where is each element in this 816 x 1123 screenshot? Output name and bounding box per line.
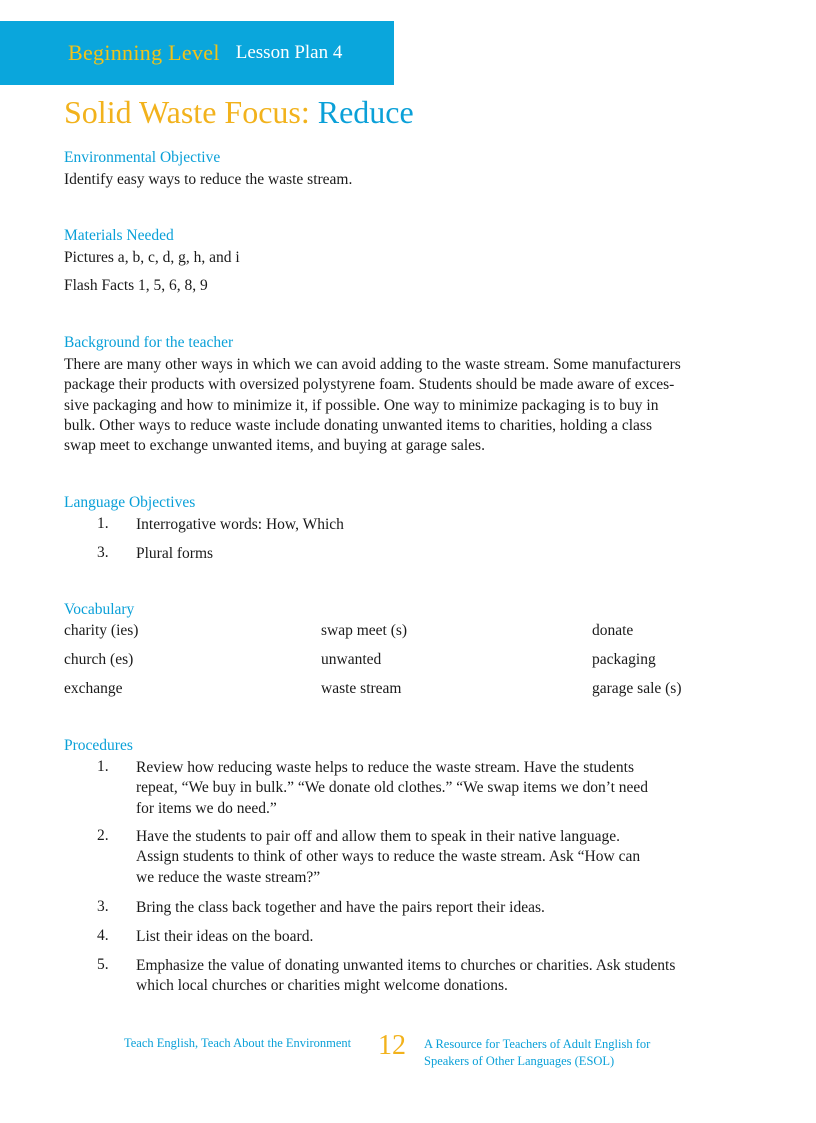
background-line: bulk. Other ways to reduce waste include donating unwanted items to charities, holding a class [64, 416, 652, 434]
title-prefix: Solid Waste Focus: [64, 94, 310, 130]
materials-line: Flash Facts 1, 5, 6, 8, 9 [64, 277, 208, 294]
background-paragraph [64, 355, 720, 456]
objective-text: Plural forms [136, 545, 214, 562]
environmental-objective-text: Identify easy ways to reduce the waste stream. [64, 171, 353, 188]
environmental-objective-heading: Environmental Objective [64, 149, 221, 166]
objective-text: Interrogative words: How, Which [136, 516, 344, 533]
vocabulary-word: donate [592, 622, 634, 639]
procedure-line: List their ideas on the board. [136, 928, 314, 945]
background-line: There are many other ways in which we can avoid adding to the waste stream. Some manufacturers [64, 356, 681, 373]
language-objectives-heading: Language Objectives [64, 494, 196, 511]
vocabulary-word: packaging [592, 651, 656, 668]
footer-line: A Resource for Teachers of Adult English for [424, 1037, 651, 1051]
vocabulary-word: exchange [64, 680, 123, 697]
procedure-step [136, 956, 721, 997]
lesson-banner [0, 21, 394, 85]
background-heading: Background for the teacher [64, 334, 234, 351]
procedure-step [136, 927, 721, 947]
procedure-number: 3. [97, 898, 109, 915]
vocabulary-word: charity (ies) [64, 622, 139, 639]
page-number: 12 [378, 1030, 406, 1061]
background-line: swap meet to exchange unwanted items, and buying at garage sales. [64, 437, 485, 455]
objective-number: 3. [97, 544, 109, 561]
procedure-line: Assign students to think of other ways to reduce the waste stream. Ask “How can [136, 848, 641, 866]
procedure-number: 1. [97, 758, 109, 775]
vocabulary-word: waste stream [321, 680, 402, 697]
procedure-line: for items we do need.” [136, 799, 277, 817]
procedure-number: 5. [97, 956, 109, 973]
vocabulary-heading: Vocabulary [64, 601, 135, 618]
vocabulary-word: swap meet (s) [321, 622, 408, 639]
procedure-line: Have the students to pair off and allow them to speak in their native language. [136, 828, 620, 845]
materials-heading: Materials Needed [64, 227, 174, 244]
banner-level: Beginning Level [68, 40, 220, 65]
procedure-line: repeat, “We buy in bulk.” “We donate old clothes.” “We swap items we don’t need [136, 779, 649, 797]
procedure-step [136, 827, 721, 888]
procedure-line: Emphasize the value of donating unwanted items to churches or charities. Ask students [136, 957, 676, 974]
procedure-step [136, 898, 721, 918]
footer-series-title: Teach English, Teach About the Environment [124, 1036, 352, 1050]
materials-line: Pictures a, b, c, d, g, h, and i [64, 249, 240, 266]
page-title [64, 94, 414, 131]
vocabulary-word: unwanted [321, 651, 382, 668]
procedure-line: Bring the class back together and have the pairs report their ideas. [136, 899, 545, 916]
vocabulary-word: garage sale (s) [592, 680, 682, 697]
banner-lesson-plan: Lesson Plan 4 [235, 42, 343, 63]
procedure-number: 2. [97, 827, 109, 844]
footer-resource-title [424, 1036, 684, 1070]
procedure-line: we reduce the waste stream?” [136, 868, 321, 886]
procedures-heading: Procedures [64, 737, 133, 754]
procedure-number: 4. [97, 927, 109, 944]
title-focus: Reduce [317, 94, 414, 130]
background-line: sive packaging and how to minimize it, if possible. One way to minimize packaging is to buy in [64, 396, 659, 414]
procedure-line: which local churches or charities might welcome donations. [136, 977, 508, 995]
background-line: package their products with oversized polystyrene foam. Students should be made aware of exces- [64, 376, 675, 394]
vocabulary-word: church (es) [64, 651, 134, 668]
procedure-line: Review how reducing waste helps to reduce the waste stream. Have the students [136, 759, 634, 776]
procedure-step [136, 758, 721, 819]
footer-line: Speakers of Other Languages (ESOL) [424, 1054, 615, 1068]
objective-number: 1. [97, 515, 109, 532]
